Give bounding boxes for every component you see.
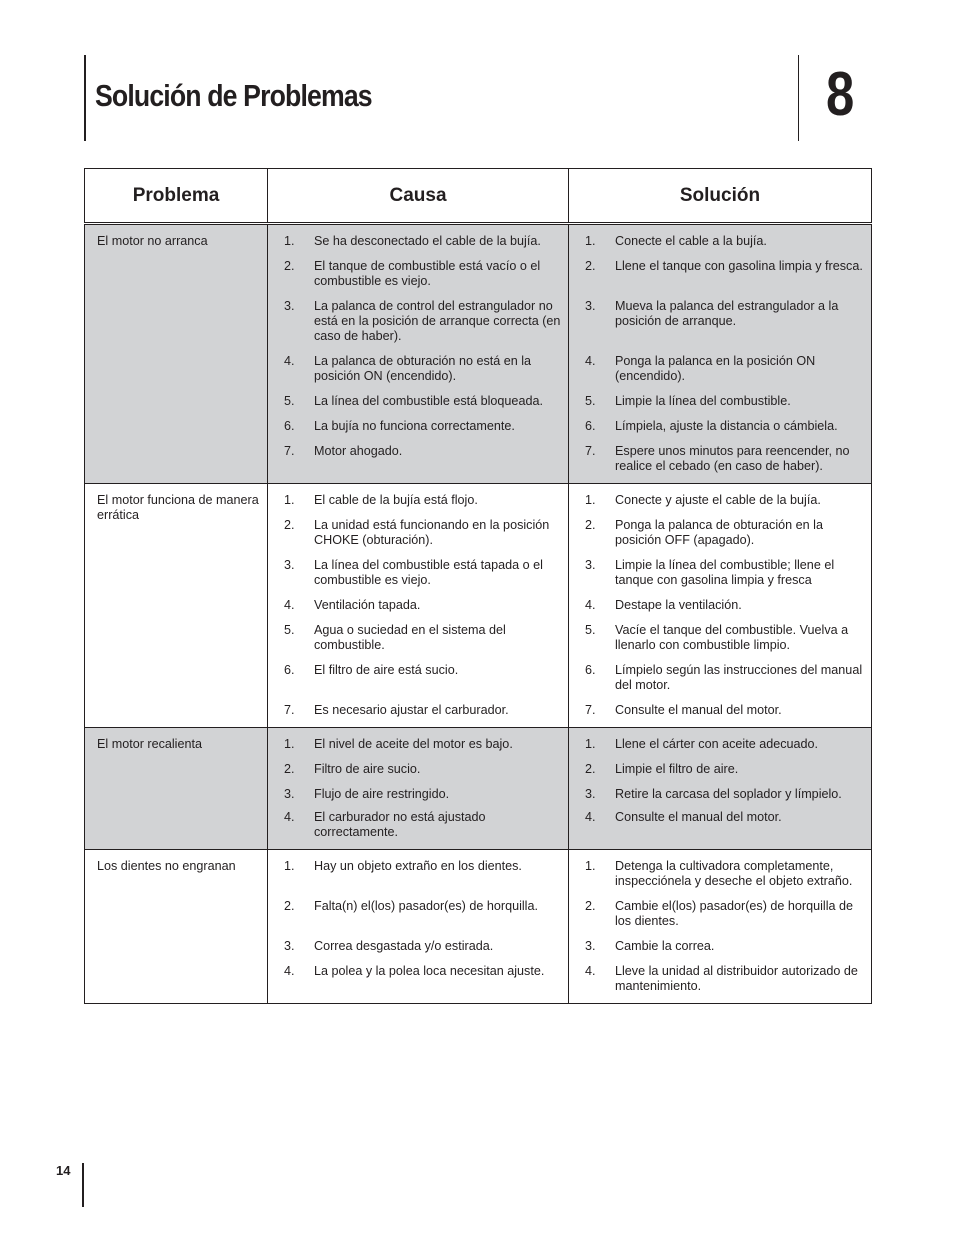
column-header-cause: Causa bbox=[268, 169, 569, 224]
list-item bbox=[581, 899, 865, 929]
item-number: 4. bbox=[284, 810, 295, 824]
item-number: 2. bbox=[585, 259, 596, 273]
item-text: Espere unos minutos para reencender, no realice el cebado (en caso de haber). bbox=[615, 444, 850, 473]
list-item bbox=[280, 762, 562, 777]
item-text: Limpie el filtro de aire. bbox=[615, 762, 739, 776]
item-number: 4. bbox=[585, 810, 596, 824]
list-item bbox=[280, 259, 562, 289]
list-item bbox=[280, 939, 562, 954]
item-number: 4. bbox=[284, 964, 295, 978]
item-text: El filtro de aire está sucio. bbox=[314, 663, 459, 677]
item-number: 3. bbox=[585, 787, 596, 801]
list-item bbox=[581, 810, 865, 825]
item-text: Consulte el manual del motor. bbox=[615, 810, 782, 824]
list-item bbox=[280, 737, 562, 752]
item-number: 2. bbox=[284, 518, 295, 532]
list-item bbox=[280, 299, 562, 344]
item-text: Consulte el manual del motor. bbox=[615, 703, 782, 717]
list-item bbox=[581, 964, 865, 994]
item-text: Falta(n) el(los) pasador(es) de horquilla. bbox=[314, 899, 538, 913]
item-text: Cambie la correa. bbox=[615, 939, 715, 953]
item-number: 2. bbox=[284, 259, 295, 273]
item-text: Conecte el cable a la bujía. bbox=[615, 234, 767, 248]
table-row bbox=[85, 728, 872, 850]
list-item bbox=[581, 259, 865, 289]
item-number: 3. bbox=[585, 939, 596, 953]
item-text: Retire la carcasa del soplador y límpielo. bbox=[615, 787, 842, 801]
item-text: Ponga la palanca en la posición ON (encendido). bbox=[615, 354, 816, 383]
problem-cell: El motor funciona de manera errática bbox=[85, 484, 268, 728]
item-text: La línea del combustible está bloqueada. bbox=[314, 394, 543, 408]
item-number: 7. bbox=[585, 703, 596, 717]
item-text: El carburador no está ajustado correctamente. bbox=[314, 810, 486, 839]
item-text: Motor ahogado. bbox=[314, 444, 403, 458]
list-item bbox=[581, 762, 865, 777]
list-item bbox=[280, 663, 562, 693]
page-title: Solución de Problemas bbox=[95, 78, 372, 113]
list-item bbox=[581, 663, 865, 693]
list-item bbox=[280, 394, 562, 409]
item-number: 6. bbox=[585, 663, 596, 677]
item-number: 3. bbox=[585, 299, 596, 313]
item-text: Límpiela, ajuste la distancia o cámbiela. bbox=[615, 419, 838, 433]
item-number: 7. bbox=[284, 703, 295, 717]
table-row bbox=[85, 850, 872, 1004]
item-text: Flujo de aire restringido. bbox=[314, 787, 450, 801]
cause-cell bbox=[268, 728, 569, 850]
solution-cell bbox=[569, 728, 872, 850]
list-item bbox=[280, 810, 562, 840]
list-item bbox=[581, 787, 865, 802]
item-number: 3. bbox=[585, 558, 596, 572]
item-text: Limpie la línea del combustible. bbox=[615, 394, 791, 408]
list-item bbox=[280, 493, 562, 508]
item-number: 1. bbox=[284, 737, 295, 751]
cause-cell bbox=[268, 224, 569, 484]
item-text: Hay un objeto extraño en los dientes. bbox=[314, 859, 522, 873]
item-text: La palanca de control del estrangulador no está en la posición de arranque correcta (en caso de haber). bbox=[314, 299, 561, 343]
list-item bbox=[581, 623, 865, 653]
column-header-solution: Solución bbox=[569, 169, 872, 224]
list-item bbox=[581, 703, 865, 718]
item-number: 1. bbox=[585, 737, 596, 751]
solution-cell bbox=[569, 224, 872, 484]
item-text: Llene el tanque con gasolina limpia y fresca. bbox=[615, 259, 863, 273]
list-item bbox=[280, 234, 562, 249]
list-item bbox=[280, 444, 562, 459]
item-text: Límpielo según las instrucciones del manual del motor. bbox=[615, 663, 863, 692]
item-number: 3. bbox=[284, 939, 295, 953]
list-item bbox=[581, 737, 865, 752]
solution-cell bbox=[569, 484, 872, 728]
item-number: 5. bbox=[585, 394, 596, 408]
list-item bbox=[280, 623, 562, 653]
list-item bbox=[280, 354, 562, 384]
solution-cell bbox=[569, 850, 872, 1004]
item-text: El cable de la bujía está flojo. bbox=[314, 493, 478, 507]
item-number: 1. bbox=[284, 493, 295, 507]
list-item bbox=[581, 234, 865, 249]
item-text: Se ha desconectado el cable de la bujía. bbox=[314, 234, 541, 248]
list-item bbox=[280, 558, 562, 588]
item-number: 4. bbox=[585, 964, 596, 978]
item-text: Filtro de aire sucio. bbox=[314, 762, 421, 776]
item-number: 7. bbox=[284, 444, 295, 458]
item-text: Ventilación tapada. bbox=[314, 598, 421, 612]
item-text: La bujía no funciona correctamente. bbox=[314, 419, 515, 433]
item-number: 3. bbox=[284, 787, 295, 801]
item-number: 2. bbox=[284, 899, 295, 913]
header-left-rule bbox=[84, 55, 86, 141]
list-item bbox=[280, 419, 562, 434]
item-text: Detenga la cultivadora completamente, inspecciónela y deseche el objeto extraño. bbox=[615, 859, 853, 888]
list-item bbox=[581, 444, 865, 474]
item-number: 6. bbox=[585, 419, 596, 433]
list-item bbox=[581, 394, 865, 409]
list-item bbox=[581, 518, 865, 548]
item-number: 1. bbox=[284, 234, 295, 248]
table-row bbox=[85, 224, 872, 484]
item-text: Ponga la palanca de obturación en la posición OFF (apagado). bbox=[615, 518, 823, 547]
item-text: El tanque de combustible está vacío o el combustible es viejo. bbox=[314, 259, 541, 288]
item-text: Correa desgastada y/o estirada. bbox=[314, 939, 494, 953]
item-number: 2. bbox=[585, 899, 596, 913]
item-text: Vacíe el tanque del combustible. Vuelva a llenarlo con combustible limpio. bbox=[615, 623, 849, 652]
table-row bbox=[85, 484, 872, 728]
item-number: 5. bbox=[284, 623, 295, 637]
list-item bbox=[280, 518, 562, 548]
column-header-problem: Problema bbox=[85, 169, 268, 224]
cause-cell bbox=[268, 850, 569, 1004]
item-text: La línea del combustible está tapada o el combustible es viejo. bbox=[314, 558, 543, 587]
list-item bbox=[581, 598, 865, 613]
item-text: Llene el cárter con aceite adecuado. bbox=[615, 737, 819, 751]
item-number: 6. bbox=[284, 663, 295, 677]
list-item bbox=[280, 598, 562, 613]
item-number: 1. bbox=[585, 859, 596, 873]
header-right-rule bbox=[798, 55, 799, 141]
page-number: 14 bbox=[56, 1163, 71, 1178]
item-number: 7. bbox=[585, 444, 596, 458]
list-item bbox=[581, 939, 865, 954]
list-item bbox=[280, 859, 562, 889]
list-item bbox=[581, 859, 865, 889]
item-number: 4. bbox=[585, 598, 596, 612]
list-item bbox=[280, 787, 562, 802]
item-number: 2. bbox=[284, 762, 295, 776]
item-text: Cambie el(los) pasador(es) de horquilla de los dientes. bbox=[615, 899, 854, 928]
item-number: 3. bbox=[284, 558, 295, 572]
item-number: 4. bbox=[284, 354, 295, 368]
list-item bbox=[280, 899, 562, 929]
item-number: 5. bbox=[585, 623, 596, 637]
table-header-row bbox=[85, 169, 872, 224]
item-number: 1. bbox=[284, 859, 295, 873]
problem-cell: El motor no arranca bbox=[85, 224, 268, 484]
problem-cell: Los dientes no engranan bbox=[85, 850, 268, 1004]
item-number: 2. bbox=[585, 762, 596, 776]
item-number: 3. bbox=[284, 299, 295, 313]
item-number: 1. bbox=[585, 234, 596, 248]
troubleshooting-table bbox=[84, 168, 871, 1004]
item-number: 6. bbox=[284, 419, 295, 433]
item-number: 5. bbox=[284, 394, 295, 408]
item-number: 2. bbox=[585, 518, 596, 532]
item-text: La unidad está funcionando en la posición CHOKE (obturación). bbox=[314, 518, 550, 547]
item-text: Conecte y ajuste el cable de la bujía. bbox=[615, 493, 821, 507]
list-item bbox=[581, 419, 865, 434]
item-text: La polea y la polea loca necesitan ajuste. bbox=[314, 964, 545, 978]
item-text: Lleve la unidad al distribuidor autorizado de mantenimiento. bbox=[615, 964, 858, 993]
problem-cell: El motor recalienta bbox=[85, 728, 268, 850]
item-text: La palanca de obturación no está en la posición ON (encendido). bbox=[314, 354, 532, 383]
item-number: 1. bbox=[585, 493, 596, 507]
item-text: Agua o suciedad en el sistema del combustible. bbox=[314, 623, 506, 652]
item-text: Limpie la línea del combustible; llene el tanque con gasolina limpia y fresca bbox=[615, 558, 835, 587]
list-item bbox=[581, 299, 865, 344]
list-item bbox=[280, 964, 562, 979]
list-item bbox=[581, 493, 865, 508]
footer-rule bbox=[82, 1163, 84, 1207]
item-text: Destape la ventilación. bbox=[615, 598, 742, 612]
item-number: 4. bbox=[284, 598, 295, 612]
item-number: 4. bbox=[585, 354, 596, 368]
item-text: Mueva la palanca del estrangulador a la posición de arranque. bbox=[615, 299, 839, 328]
cause-cell bbox=[268, 484, 569, 728]
list-item bbox=[581, 354, 865, 384]
list-item bbox=[581, 558, 865, 588]
item-text: Es necesario ajustar el carburador. bbox=[314, 703, 509, 717]
item-text: El nivel de aceite del motor es bajo. bbox=[314, 737, 513, 751]
list-item bbox=[280, 703, 562, 718]
chapter-number: 8 bbox=[826, 60, 855, 129]
